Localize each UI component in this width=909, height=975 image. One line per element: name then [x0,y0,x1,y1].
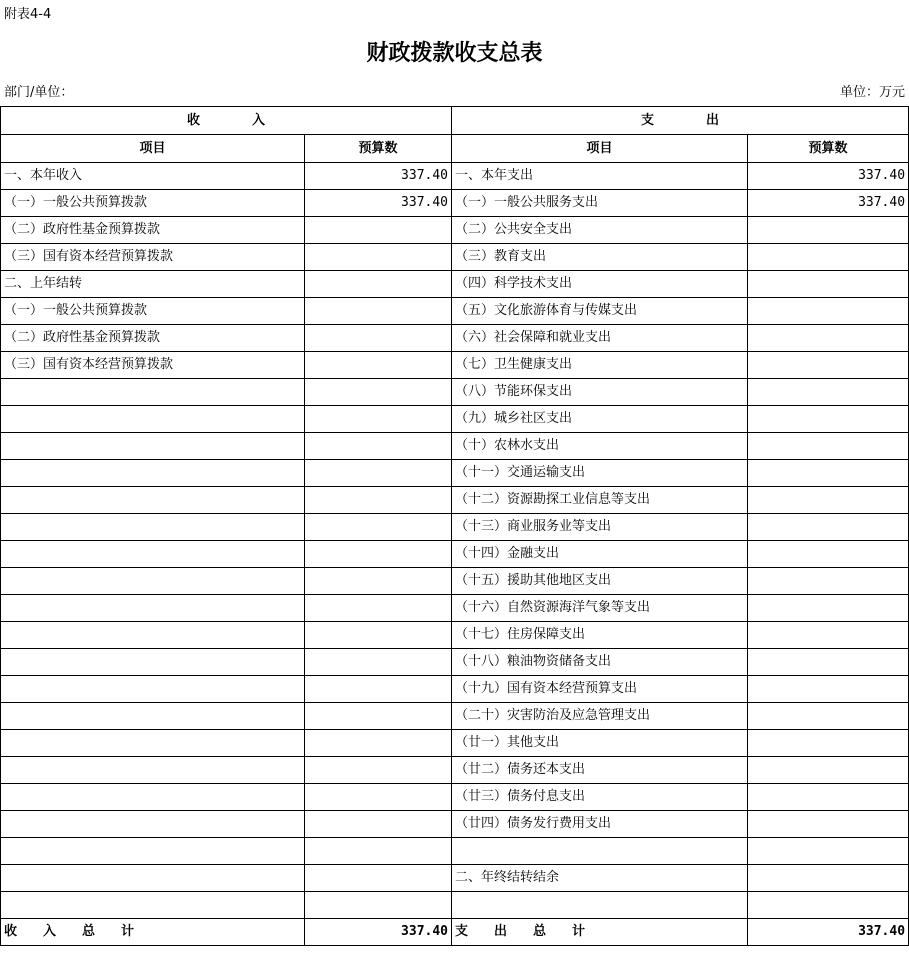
table-row [1,676,909,703]
expense-total-label: 支 出 总 计 [452,919,748,946]
expense-item-cell: （十四）金融支出 [452,541,748,568]
income-value-cell [305,460,452,487]
income-item-cell [1,568,305,595]
income-total-label: 收 入 总 计 [1,919,305,946]
table-row [1,838,909,865]
income-value-cell [305,433,452,460]
income-value-cell [305,325,452,352]
income-value-cell [305,244,452,271]
income-value-cell [305,352,452,379]
expense-value-cell [748,406,909,433]
income-item-cell: （三）国有资本经营预算拨款 [1,244,305,271]
income-item-cell: （二）政府性基金预算拨款 [1,325,305,352]
expense-value-cell [748,271,909,298]
expense-value-cell [748,487,909,514]
expense-value-cell [748,784,909,811]
table-row [1,352,909,379]
income-value-cell [305,676,452,703]
income-item-cell [1,865,305,892]
expense-budget-header: 预算数 [748,135,909,163]
expense-item-cell: （一）一般公共服务支出 [452,190,748,217]
income-item-cell: （一）一般公共预算拨款 [1,298,305,325]
table-row [1,595,909,622]
expense-item-cell: （八）节能环保支出 [452,379,748,406]
expense-value-cell: 337.40 [748,190,909,217]
income-item-cell [1,514,305,541]
income-item-cell [1,892,305,919]
income-item-cell [1,811,305,838]
income-value-cell [305,406,452,433]
expense-item-cell: （廿二）债务还本支出 [452,757,748,784]
table-row [1,163,909,190]
expense-value-cell [748,865,909,892]
expense-item-cell: （四）科学技术支出 [452,271,748,298]
expense-value-cell [748,217,909,244]
column-header-row [1,135,909,163]
unit-label: 单位：万元 [839,85,905,100]
expense-item-cell: （九）城乡社区支出 [452,406,748,433]
income-item-cell [1,676,305,703]
income-item-cell [1,622,305,649]
table-row [1,568,909,595]
expense-item-cell: 一、本年支出 [452,163,748,190]
income-value-cell: 337.40 [305,163,452,190]
expense-item-header: 项目 [452,135,748,163]
income-item-cell: （三）国有资本经营预算拨款 [1,352,305,379]
income-item-cell [1,703,305,730]
income-item-header: 项目 [1,135,305,163]
expense-value-cell [748,595,909,622]
expense-item-cell: （十二）资源勘探工业信息等支出 [452,487,748,514]
income-item-cell [1,784,305,811]
table-row [1,757,909,784]
income-value-cell: 337.40 [305,190,452,217]
income-item-cell: 二、上年结转 [1,271,305,298]
expense-value-cell [748,460,909,487]
expense-value-cell [748,352,909,379]
table-row [1,865,909,892]
income-value-cell [305,298,452,325]
table-row [1,622,909,649]
expense-value-cell [748,649,909,676]
expense-value-cell [748,298,909,325]
table-row [1,892,909,919]
expense-item-cell: （十七）住房保障支出 [452,622,748,649]
expense-value-cell [748,379,909,406]
income-value-cell [305,568,452,595]
expense-item-cell: 二、年终结转结余 [452,865,748,892]
expense-total-value: 337.40 [748,919,909,946]
income-value-cell [305,541,452,568]
expense-item-cell [452,892,748,919]
section-header-row [1,107,909,135]
income-item-cell [1,541,305,568]
expense-value-cell [748,541,909,568]
table-row [1,244,909,271]
expense-item-cell: （三）教育支出 [452,244,748,271]
expense-value-cell [748,811,909,838]
table-row [1,541,909,568]
table-row [1,379,909,406]
expense-item-cell: （十六）自然资源海洋气象等支出 [452,595,748,622]
table-row [1,730,909,757]
department-label: 部门/单位： [4,85,74,100]
expense-item-cell: （十五）援助其他地区支出 [452,568,748,595]
table-row [1,217,909,244]
income-value-cell [305,649,452,676]
table-row [1,460,909,487]
table-row [1,649,909,676]
expense-item-cell: （七）卫生健康支出 [452,352,748,379]
expense-item-cell: （五）文化旅游体育与传媒支出 [452,298,748,325]
expense-item-cell [452,838,748,865]
table-row [1,514,909,541]
expense-value-cell [748,514,909,541]
income-item-cell [1,379,305,406]
income-item-cell [1,460,305,487]
income-item-cell: （一）一般公共预算拨款 [1,190,305,217]
income-item-cell [1,730,305,757]
table-row [1,487,909,514]
income-value-cell [305,622,452,649]
expense-value-cell [748,838,909,865]
income-total-value: 337.40 [305,919,452,946]
expense-value-cell [748,757,909,784]
expense-item-cell: （二十）灾害防治及应急管理支出 [452,703,748,730]
document-number: 附表4-4 [4,7,52,22]
expense-item-cell: （十三）商业服务业等支出 [452,514,748,541]
income-value-cell [305,514,452,541]
page-title: 财政拨款收支总表 [366,40,543,66]
expense-item-cell: （十八）粮油物资储备支出 [452,649,748,676]
income-value-cell [305,271,452,298]
income-item-cell: （二）政府性基金预算拨款 [1,217,305,244]
income-budget-header: 预算数 [305,135,452,163]
income-item-cell [1,838,305,865]
income-value-cell [305,784,452,811]
expense-item-cell: （廿三）债务付息支出 [452,784,748,811]
income-value-cell [305,811,452,838]
income-value-cell [305,757,452,784]
income-value-cell [305,703,452,730]
income-item-cell [1,406,305,433]
income-value-cell [305,217,452,244]
table-row [1,271,909,298]
expense-item-cell: （廿四）债务发行费用支出 [452,811,748,838]
income-item-cell [1,757,305,784]
income-value-cell [305,379,452,406]
expense-item-cell: （二）公共安全支出 [452,217,748,244]
expense-value-cell [748,892,909,919]
table-row [1,784,909,811]
income-value-cell [305,595,452,622]
expense-item-cell: （六）社会保障和就业支出 [452,325,748,352]
expense-value-cell [748,730,909,757]
income-value-cell [305,892,452,919]
expense-value-cell [748,325,909,352]
table-row [1,406,909,433]
expense-value-cell [748,568,909,595]
income-value-cell [305,865,452,892]
income-value-cell [305,487,452,514]
total-row [1,919,909,946]
income-item-cell [1,487,305,514]
expense-value-cell [748,244,909,271]
table-row [1,190,909,217]
income-item-cell [1,433,305,460]
table-row [1,703,909,730]
expense-value-cell [748,676,909,703]
expense-item-cell: （十九）国有资本经营预算支出 [452,676,748,703]
expense-section-header: 支 出 [452,107,909,135]
expense-value-cell [748,703,909,730]
table-row [1,325,909,352]
expense-item-cell: （廿一）其他支出 [452,730,748,757]
expense-item-cell: （十一）交通运输支出 [452,460,748,487]
budget-summary-table [0,106,909,946]
expense-value-cell [748,433,909,460]
expense-item-cell: （十）农林水支出 [452,433,748,460]
table-row [1,433,909,460]
income-value-cell [305,730,452,757]
income-section-header: 收 入 [1,107,452,135]
table-row [1,811,909,838]
table-row [1,298,909,325]
income-item-cell [1,595,305,622]
expense-value-cell [748,622,909,649]
income-value-cell [305,838,452,865]
income-item-cell [1,649,305,676]
expense-value-cell: 337.40 [748,163,909,190]
income-item-cell: 一、本年收入 [1,163,305,190]
